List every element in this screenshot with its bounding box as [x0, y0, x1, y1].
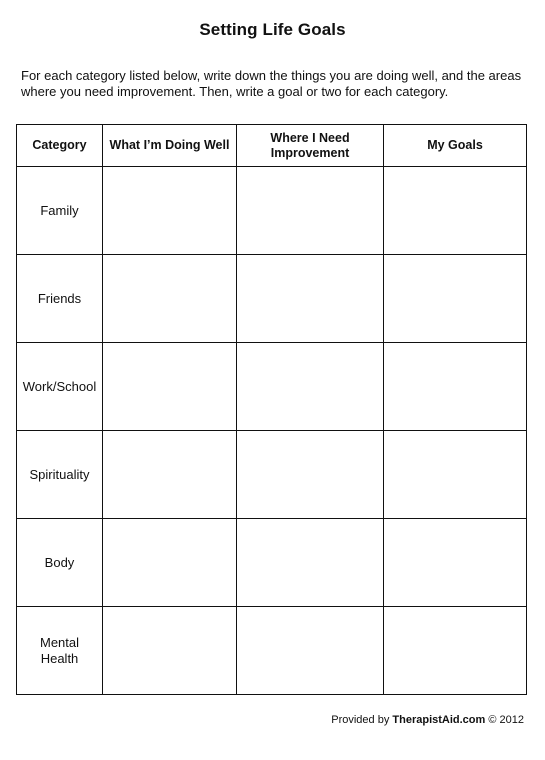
doing-well-cell[interactable]	[103, 607, 237, 695]
column-header-goals: My Goals	[384, 125, 527, 167]
doing-well-cell[interactable]	[103, 343, 237, 431]
doing-well-cell[interactable]	[103, 255, 237, 343]
category-cell: Friends	[17, 255, 103, 343]
page-title: Setting Life Goals	[199, 20, 346, 39]
improvement-cell[interactable]	[237, 343, 384, 431]
improvement-cell[interactable]	[237, 431, 384, 519]
category-cell: Mental Health	[17, 607, 103, 695]
category-cell: Spirituality	[17, 431, 103, 519]
footer-copyright: © 2012	[488, 714, 524, 726]
category-cell: Body	[17, 519, 103, 607]
goals-cell[interactable]	[384, 255, 527, 343]
table-row	[17, 167, 527, 255]
footer-credit	[331, 714, 524, 726]
goals-cell[interactable]	[384, 167, 527, 255]
doing-well-cell[interactable]	[103, 431, 237, 519]
goals-table	[16, 124, 527, 695]
table-row	[17, 519, 527, 607]
doing-well-cell[interactable]	[103, 519, 237, 607]
goals-cell[interactable]	[384, 431, 527, 519]
doing-well-cell[interactable]	[103, 167, 237, 255]
table-row	[17, 255, 527, 343]
goals-cell[interactable]	[384, 607, 527, 695]
table-row	[17, 343, 527, 431]
goals-cell[interactable]	[384, 343, 527, 431]
table-row	[17, 607, 527, 695]
improvement-cell[interactable]	[237, 519, 384, 607]
table-row	[17, 431, 527, 519]
category-cell: Family	[17, 167, 103, 255]
footer-prefix: Provided by	[331, 714, 390, 726]
table-header-row	[17, 125, 527, 167]
category-cell: Work/School	[17, 343, 103, 431]
column-header-doing-well: What I’m Doing Well	[103, 125, 237, 167]
goals-cell[interactable]	[384, 519, 527, 607]
column-header-improvement: Where I Need Improvement	[237, 125, 384, 167]
footer-brand: TherapistAid.com	[392, 714, 486, 726]
instructions-text: For each category listed below, write down the things you are doing well, and the areas where you need improvement. Then, write a goal or two for each category.	[21, 68, 522, 99]
improvement-cell[interactable]	[237, 607, 384, 695]
improvement-cell[interactable]	[237, 167, 384, 255]
column-header-category: Category	[17, 125, 103, 167]
improvement-cell[interactable]	[237, 255, 384, 343]
